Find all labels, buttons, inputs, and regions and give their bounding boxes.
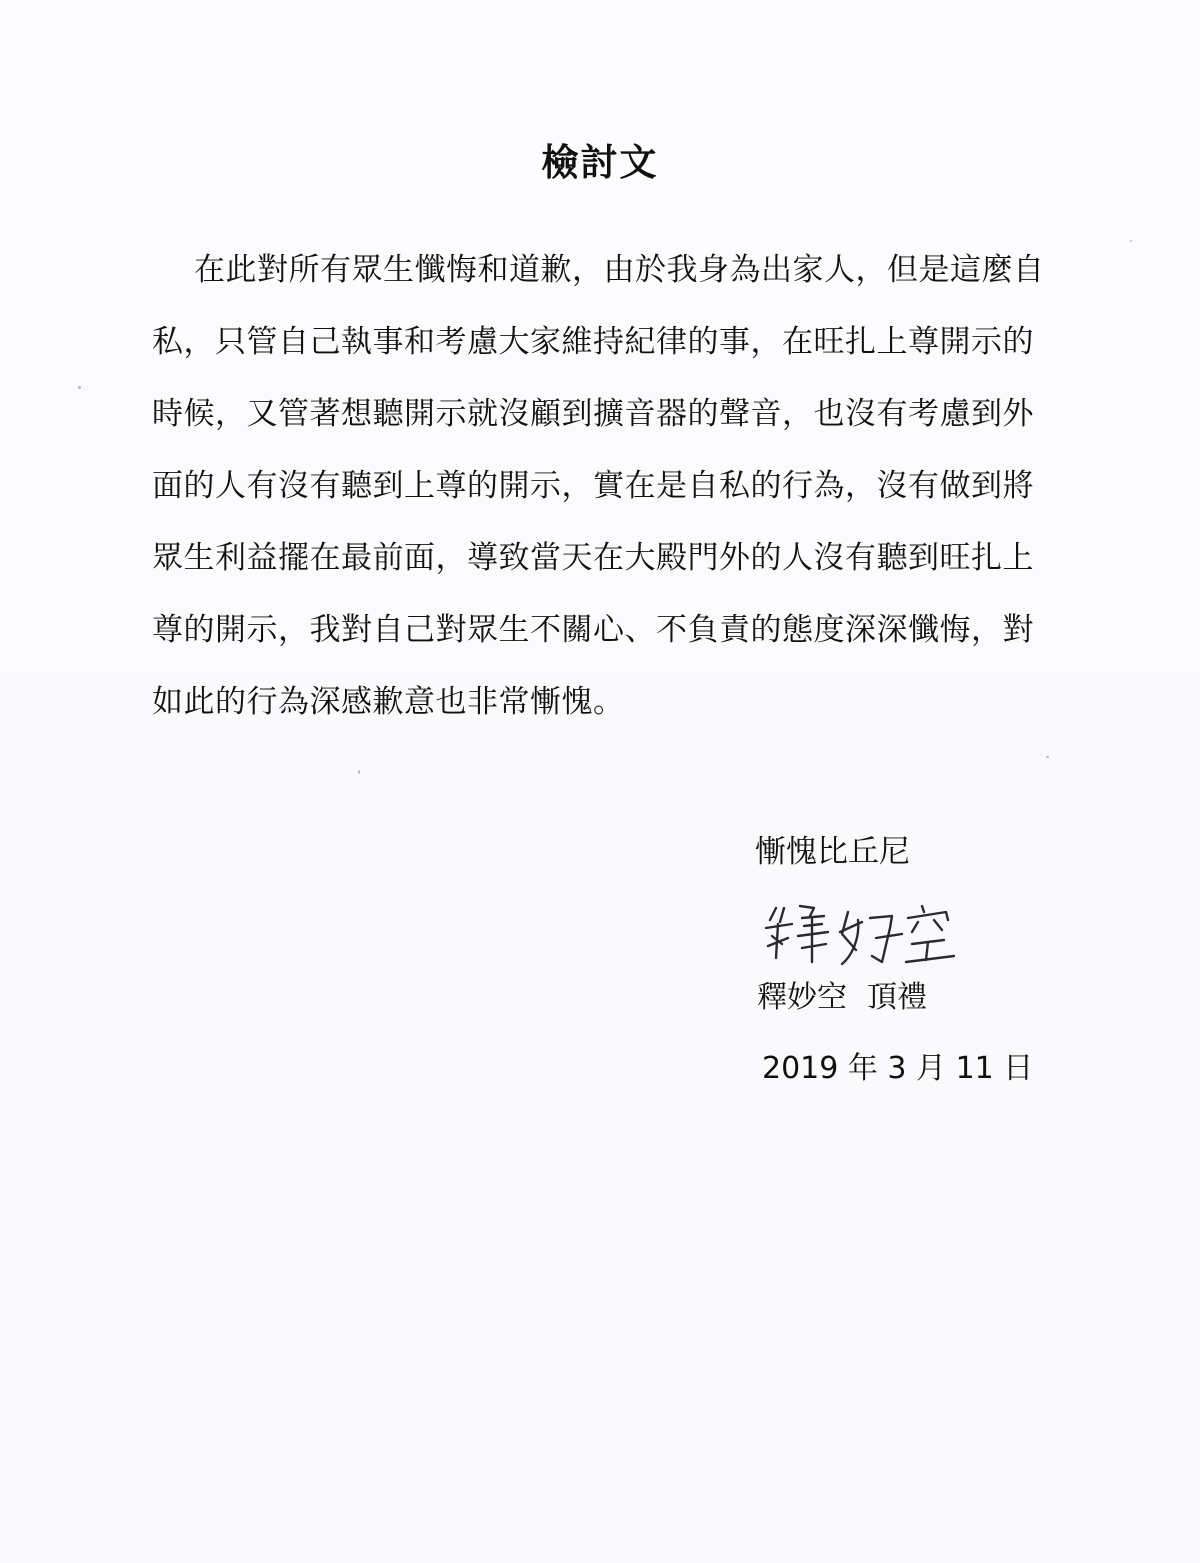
signatory-name: 釋妙空 [757,980,847,1015]
document-body [152,244,1062,748]
signatory-title: 慚愧比丘尼 [755,834,910,870]
scan-speck [78,386,81,389]
signatory-name-line [757,972,927,1016]
handwritten-signature [762,898,962,974]
scan-speck [1046,756,1049,758]
body-line: 面的人有沒有聽到上尊的開示，實在是自私的行為，沒有做到將 [152,468,1034,504]
body-line: 時候，又管著想聽開示就沒顧到擴音器的聲音，也沒有考慮到外 [152,396,1034,432]
body-line: 如此的行為深感歉意也非常慚愧。 [152,684,625,720]
scan-speck [358,770,360,774]
signatory-salutation: 頂禮 [867,980,927,1015]
body-line: 尊的開示，我對自己對眾生不關心、不負責的態度深深懺悔，對 [152,612,1034,648]
scan-speck [1130,240,1132,242]
document-title: 檢討文 [541,141,659,184]
document-date: 2019 年 3 月 11 日 [762,1051,1034,1086]
body-line: 眾生利益擺在最前面，導致當天在大殿門外的人沒有聽到旺扎上 [152,540,1034,576]
body-line: 私，只管自己執事和考慮大家維持紀律的事，在旺扎上尊開示的 [152,324,1034,360]
body-line: 在此對所有眾生懺悔和道歉，由於我身為出家人，但是這麼自 [194,252,1045,288]
